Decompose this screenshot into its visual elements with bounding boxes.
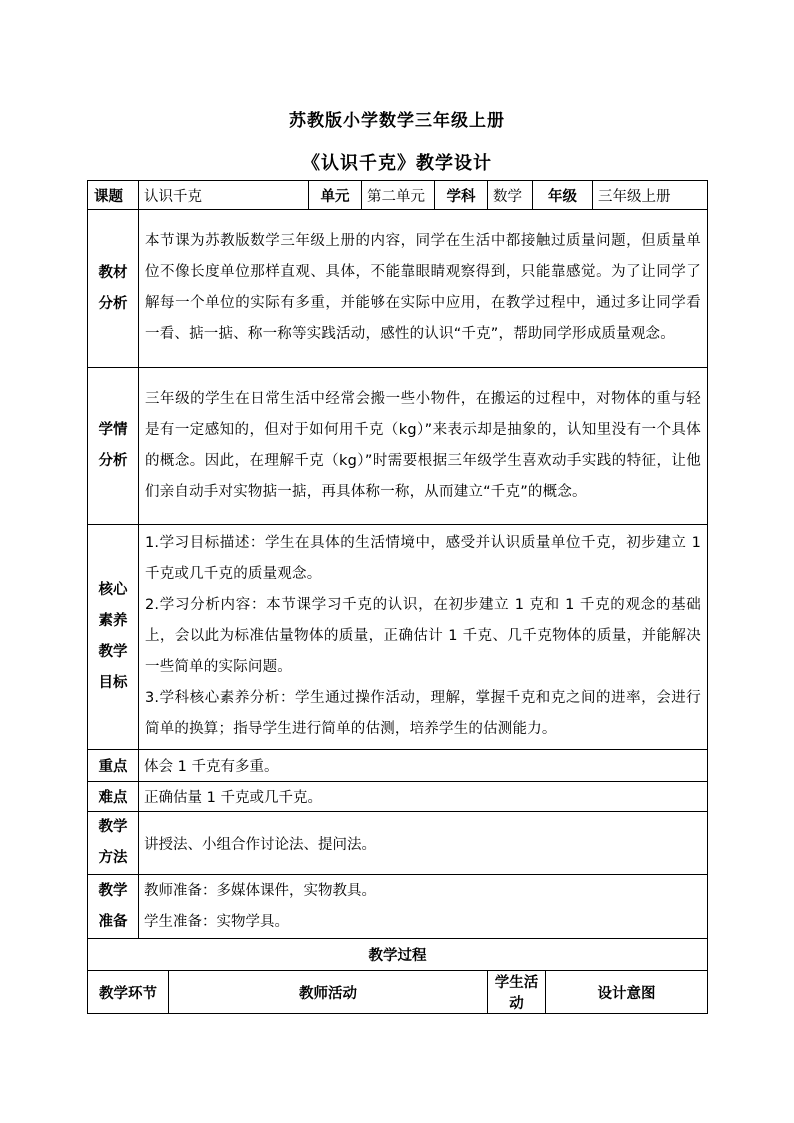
core-goals-text bbox=[139, 525, 708, 750]
core-goals-row bbox=[88, 525, 708, 750]
document-title: 苏教版小学数学三年级上册 bbox=[289, 111, 505, 131]
unit-label: 单元 bbox=[309, 181, 362, 210]
process-header-row bbox=[88, 971, 708, 1014]
key-point-label: 重点 bbox=[88, 750, 139, 782]
key-point-value: 体会 1 千克有多重。 bbox=[139, 750, 708, 782]
student-analysis-label: 学情 分析 bbox=[88, 368, 139, 525]
process-title: 教学过程 bbox=[88, 939, 708, 971]
col-design-intent: 设计意图 bbox=[546, 971, 708, 1014]
col-student-activity: 学生活动 bbox=[488, 971, 546, 1014]
methods-value: 讲授法、小组合作讨论法、提问法。 bbox=[139, 812, 708, 875]
core-goals-label: 核心 素养 教学 目标 bbox=[88, 525, 139, 750]
unit-value: 第二单元 bbox=[362, 181, 435, 210]
methods-label: 教学 方法 bbox=[88, 812, 139, 875]
col-teacher-activity: 教师活动 bbox=[169, 971, 488, 1014]
header-row bbox=[88, 181, 708, 210]
difficulty-row bbox=[88, 782, 708, 812]
student-preparation: 学生准备：实物学具。 bbox=[144, 913, 289, 930]
process-title-row bbox=[88, 939, 708, 971]
student-analysis-row bbox=[88, 368, 708, 525]
subject-value: 数学 bbox=[488, 181, 533, 210]
key-point-row bbox=[88, 750, 708, 782]
subject-label: 学科 bbox=[435, 181, 488, 210]
difficulty-value: 正确估量 1 千克或几千克。 bbox=[139, 782, 708, 812]
material-analysis-text: 本节课为苏教版数学三年级上册的内容，同学在生活中都接触过质量问题，但质量单位不像长度单位那样直观、具体，不能靠眼睛观察得到，只能靠感觉。为了让同学了解每一个单位的实际有多重，并能够在实际中应用，在教学过程中，通过多让同学看一看、掂一掂、称一称等实践活动，感性的认识“千克”，帮助同学形成质量观念。 bbox=[139, 210, 708, 368]
preparation-label: 教学 准备 bbox=[88, 875, 139, 939]
grade-label: 年级 bbox=[533, 181, 593, 210]
topic-label: 课题 bbox=[88, 181, 139, 210]
methods-row bbox=[88, 812, 708, 875]
col-stage: 教学环节 bbox=[88, 971, 169, 1014]
grade-value: 三年级上册 bbox=[593, 181, 708, 210]
difficulty-label: 难点 bbox=[88, 782, 139, 812]
lesson-plan-table bbox=[87, 180, 708, 1014]
material-analysis-row bbox=[88, 210, 708, 368]
goal-item-3: 3.学科核心素养分析：学生通过操作活动，理解，掌握千克和克之间的进率，会进行简单的换算；指导学生进行简单的估测，培养学生的估测能力。 bbox=[145, 690, 701, 737]
goal-item-2: 2.学习分析内容：本节课学习千克的认识，在初步建立 1 克和 1 千克的观念的基础上，会以此为标准估量物体的质量，正确估计 1 千克、几千克物体的质量，并能解决一些简单的实际问题。 bbox=[145, 597, 701, 675]
document-subtitle: 《认识千克》教学设计 bbox=[302, 153, 492, 174]
student-analysis-text: 三年级的学生在日常生活中经常会搬一些小物件，在搬运的过程中，对物体的重与轻是有一定感知的，但对于如何用千克（kg）”来表示却是抽象的，认知里没有一个具体的概念。因此，在理解千克（kg）”时需要根据三年级学生喜欢动手实践的特征，让他们亲自动手对实物掂一掂，再具体称一称，从而建立“千克”的概念。 bbox=[139, 368, 708, 525]
teacher-preparation: 教师准备：多媒体课件，实物教具。 bbox=[144, 882, 376, 899]
preparation-row bbox=[88, 875, 708, 939]
topic-value: 认识千克 bbox=[139, 181, 309, 210]
material-analysis-label: 教材 分析 bbox=[88, 210, 139, 368]
preparation-value bbox=[139, 875, 708, 939]
goal-item-1: 1.学习目标描述：学生在具体的生活情境中，感受并认识质量单位千克，初步建立 1 千克或几千克的质量观念。 bbox=[145, 535, 701, 582]
